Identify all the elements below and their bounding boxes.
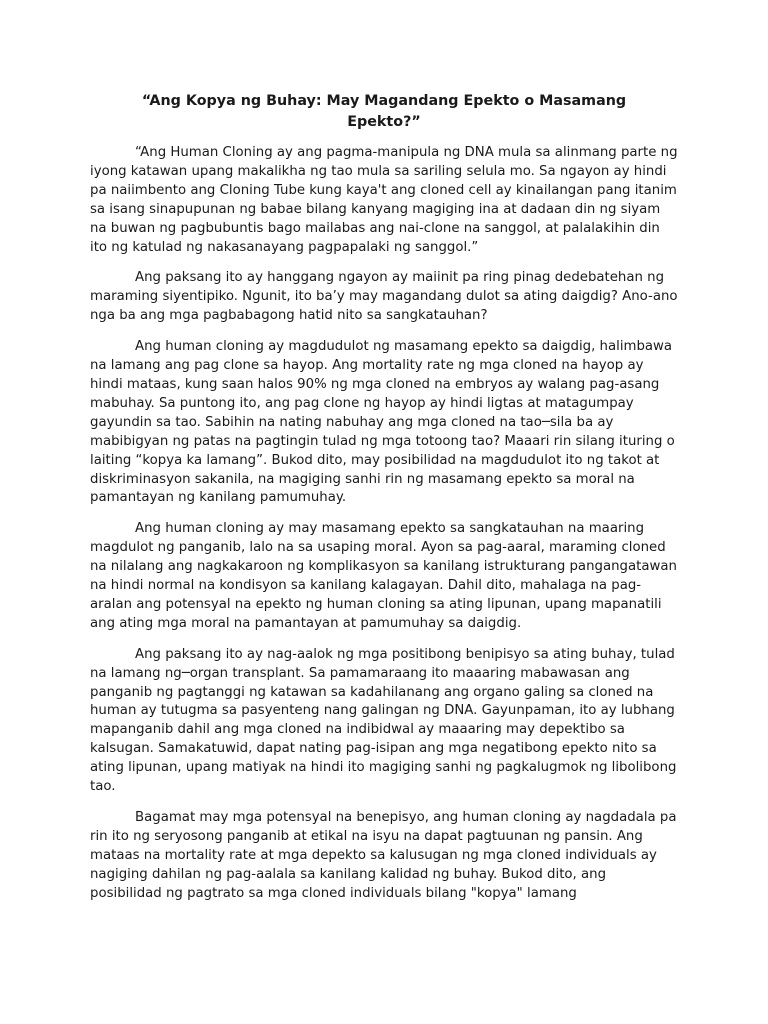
paragraph-definition-quote: “Ang Human Cloning ay ang pagma-manipula ng DNA mula sa alinmang parte ng iyong katawan upang makalikha ng tao mula sa sariling selula mo. Sa ngayon ay hindi pa naiimbento ang Cloning Tube kung kaya't ang cloned cell ay kinailangan pang itanim sa isang sinapupunan ng babae bilang kanyang magiging ina at dadaan din ng siyam na buwan ng pagbubuntis bago mailabas ang nai-clone na sanggol, at palalakihin din ito ng katulad ng nakasanayang pagpapalaki ng sanggol.” (90, 145, 678, 255)
paragraph-animal-cloning: Ang human cloning ay magdudulot ng masamang epekto sa daigdig, halimbawa na lamang ang pag clone sa hayop. Ang mortality rate ng mga cloned na hayop ay hindi mataas, kung saan halos 90% ng mga cloned na embryos ay walang pag-asang mabuhay. Sa puntong ito, ang pag clone ng hayop ay hindi ligtas at matagumpay gayundin sa tao. Sabihin na nating nabuhay ang mga cloned na tao─sila ba ay mabibigyan ng patas na pagtingin tulad ng mga totoong tao? Maaari rin silang ituring o laiting “kopya ka lamang”. Bukod dito, may posibilidad na magdudulot ito ng takot at diskriminasyon sakanila, na magiging sanhi rin ng masamang epekto sa moral na pamantayan ng kanilang pamumuhay. (90, 339, 675, 506)
paragraph-organ-transplant: Ang paksang ito ay nag-aalok ng mga positibong benipisyo sa ating buhay, tulad na lamang ng─organ transplant. Sa pamamaraang ito maaaring mabawasan ang panganib ng pagtanggi ng katawan sa kadahilanang ang organo galing sa cloned na human ay tutugma sa pasyenteng nang galingan ng DNA. Gayunpaman, ito ay lubhang mapanganib dahil ang mga cloned na indibidwal ay maaaring may depektibo sa kalsugan. Samakatuwid, dapat nating pag-isipan ang mga negatibong epekto nito sa ating lipunan, upang matiyak na hindi ito magiging sanhi ng pagkalugmok ng libolibong tao. (90, 646, 677, 795)
document-body (90, 144, 680, 916)
paragraph-conclusion: Bagamat may mga potensyal na benepisyo, ang human cloning ay nagdadala pa rin ito ng seryosong panganib at etikal na isyu na dapat pagtuunan ng pansin. Ang mataas na mortality rate at mga depekto sa kalusugan ng mga cloned individuals ay nagiging dahilan ng pag-aalala sa kanilang kalidad ng buhay. Bukod dito, ang posibilidad ng pagtrato sa mga cloned individuals bilang "kopya" lamang (90, 810, 677, 901)
paragraph-moral-danger: Ang human cloning ay may masamang epekto sa sangkatauhan na maaring magdulot ng panganib, lalo na sa usaping moral. Ayon sa pag-aaral, maraming cloned na nilalang ang nagkakaroon ng komplikasyon sa kanilang istrukturang pangangatawan na hindi normal na kondisyon sa kanilang kalagayan. Dahil dito, mahalaga na pag-aralan ang potensyal na epekto ng human cloning sa ating lipunan, upang mapanatili ang ating mga moral na pamantayan at pamumuhay sa daigdig. (90, 521, 677, 631)
document-title: “Ang Kopya ng Buhay: May Magandang Epekto o Masamang Epekto?” (141, 93, 627, 130)
paragraph-introduction: Ang paksang ito ay hanggang ngayon ay maiinit pa ring pinag dedebatehan ng maraming siyentipiko. Ngunit, ito ba’y may magandang dulot sa ating daigdig? Ano-ano nga ba ang mga pagbabagong hatid nito sa sangkatauhan? (90, 270, 678, 324)
